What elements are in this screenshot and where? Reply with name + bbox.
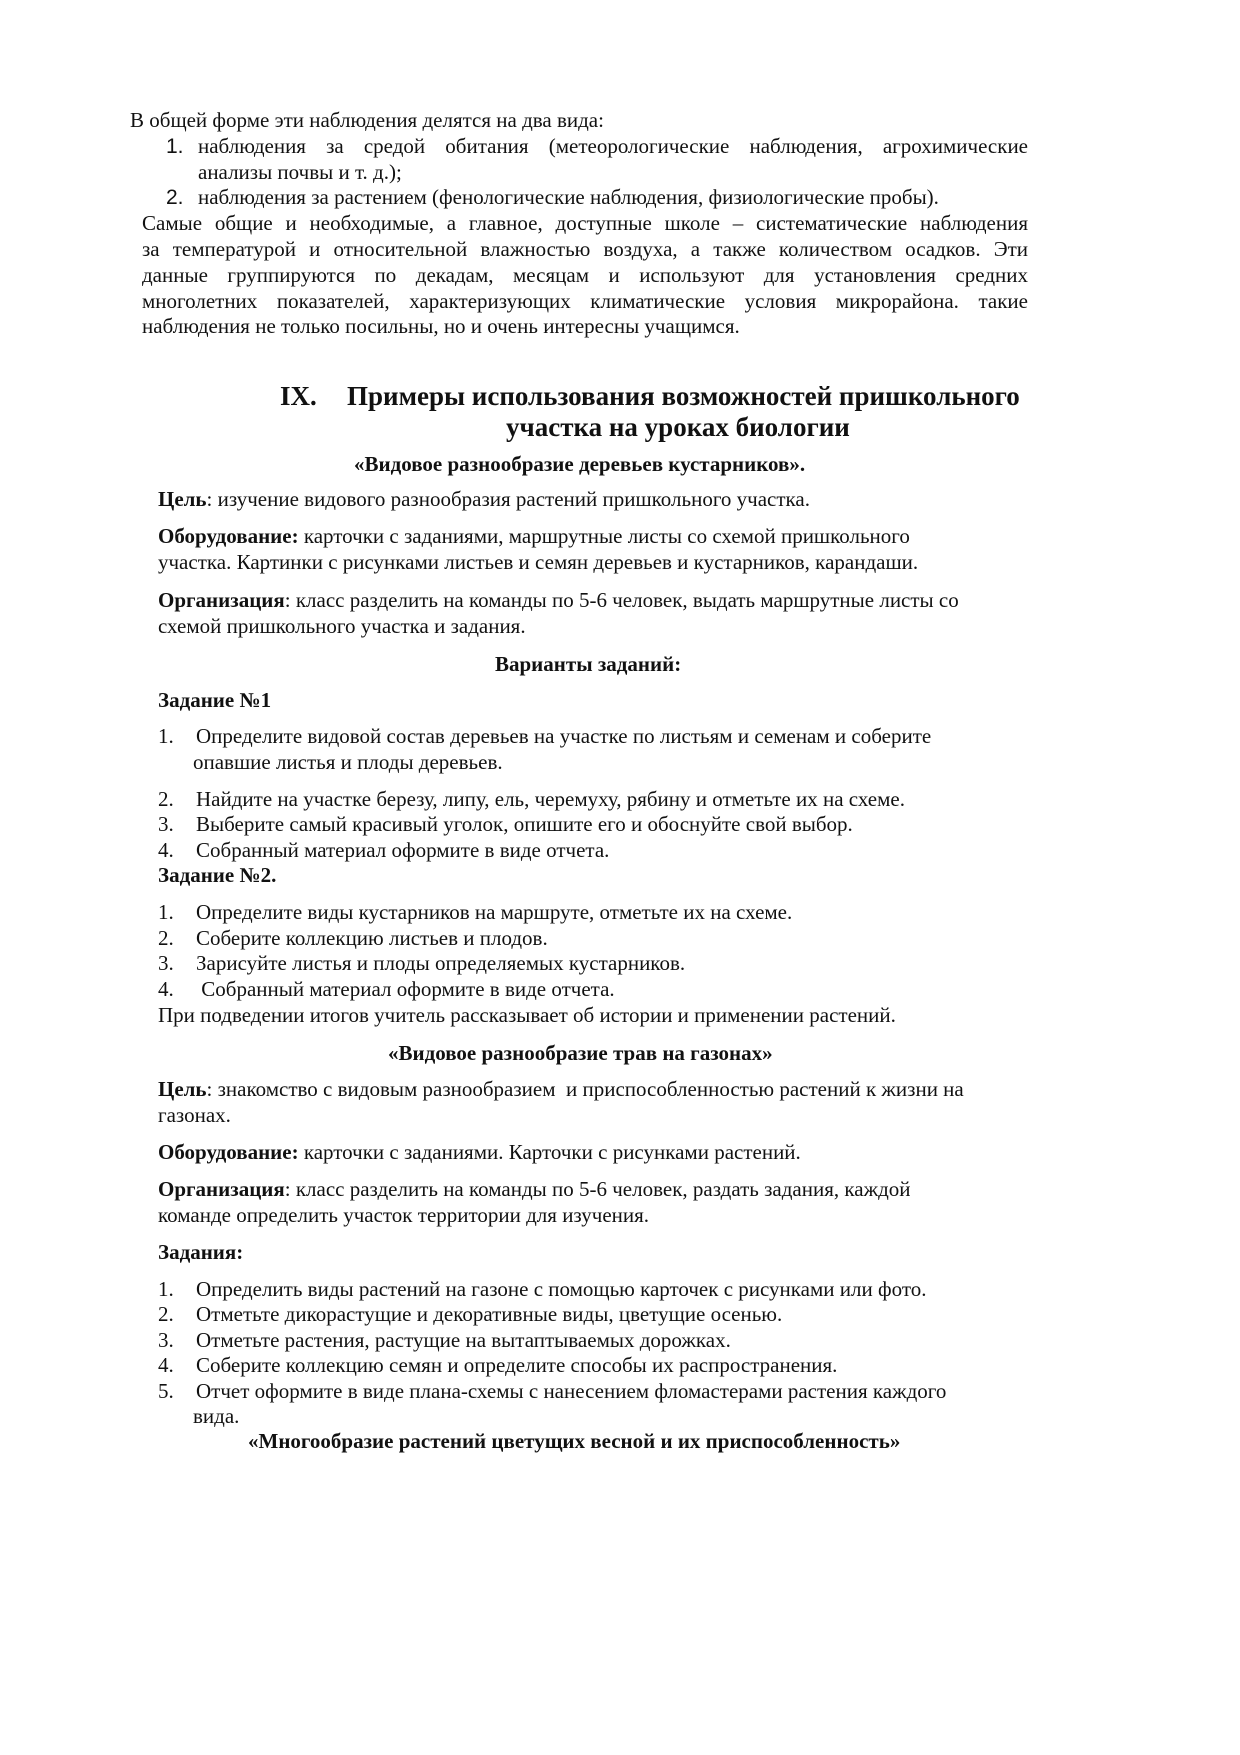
- goal-text: : знакомство с видовым разнообразием и приспособленностью растений к жизни на: [206, 1077, 964, 1101]
- task-text: Определить виды растений на газоне с помощью карточек с рисунками или фото.: [196, 1277, 927, 1301]
- task-text: Отметьте растения, растущие на вытаптываемых дорожках.: [196, 1328, 731, 1352]
- list-number: 2.: [158, 1302, 174, 1326]
- task-text: Соберите коллекцию семян и определите способы их распространения.: [196, 1353, 838, 1377]
- task-text: Собранный материал оформите в виде отчета.: [196, 838, 610, 862]
- paragraph-line: за температурой и относительной влажностью воздуха, а также количеством осадков. Эти: [142, 237, 1028, 261]
- summary-text: При подведении итогов учитель рассказывает об истории и применении растений.: [158, 1003, 896, 1027]
- paragraph-line: многолетних показателей, характеризующих климатические условия микрорайона. такие: [142, 289, 1028, 313]
- lesson-title: «Видовое разнообразие деревьев кустарников».: [354, 452, 806, 476]
- goal-text: : изучение видового разнообразия растений пришкольного участка.: [206, 487, 810, 511]
- list-number: 1.: [158, 1277, 174, 1301]
- organization-label: Организация: [158, 588, 285, 612]
- organization-paragraph: [158, 588, 959, 613]
- paragraph-line: наблюдения не только посильны, но и очень интересны учащимся.: [142, 314, 740, 338]
- task-item: [158, 951, 685, 976]
- task-item: [158, 724, 931, 749]
- list-number: 3.: [158, 1328, 174, 1352]
- lesson-title: «Видовое разнообразие трав на газонах»: [388, 1041, 773, 1065]
- list-number: 2.: [158, 926, 174, 950]
- organization-text: : класс разделить на команды по 5-6 человек, раздать задания, каждой: [284, 1177, 911, 1201]
- list-item-line: наблюдения за средой обитания (метеорологические наблюдения, агрохимические: [198, 134, 1028, 158]
- organization-paragraph: [158, 1177, 911, 1202]
- goal-label: Цель: [158, 1077, 207, 1101]
- equipment-label: Оборудование:: [158, 1140, 299, 1164]
- list-number: 3.: [158, 812, 174, 836]
- goal-label: Цель: [158, 487, 207, 511]
- task-item: [158, 1379, 946, 1404]
- task-text: Соберите коллекцию листьев и плодов.: [196, 926, 548, 950]
- task-item: [158, 1302, 782, 1327]
- equipment-text: карточки с заданиями. Карточки с рисунками растений.: [298, 1140, 801, 1164]
- section-title-line1: Примеры использования возможностей пришкольного: [347, 381, 1020, 411]
- equipment-text: карточки с заданиями, маршрутные листы со схемой пришкольного: [298, 524, 910, 548]
- equipment-label: Оборудование:: [158, 524, 299, 548]
- list-number: 1.: [158, 900, 174, 924]
- organization-line2: схемой пришкольного участка и задания.: [158, 614, 526, 638]
- list-item-line: анализы почвы и т. д.);: [198, 160, 402, 184]
- list-number: 5.: [158, 1379, 174, 1403]
- organization-line2: команде определить участок территории для изучения.: [158, 1203, 650, 1227]
- paragraph-line: данные группируются по декадам, месяцам и используют для установления средних: [142, 263, 1028, 287]
- list-number: 2.: [166, 186, 184, 209]
- task-item: [158, 838, 609, 863]
- task-text: Найдите на участке березу, липу, ель, черемуху, рябину и отметьте их на схеме.: [196, 787, 905, 811]
- organization-text: : класс разделить на команды по 5-6 человек, выдать маршрутные листы со: [284, 588, 959, 612]
- task-text-line2: опавшие листья и плоды деревьев.: [193, 750, 503, 774]
- list-number: 4.: [158, 838, 174, 862]
- section-title-line2: участка на уроках биологии: [506, 412, 850, 442]
- equipment-line2: участка. Картинки с рисунками листьев и семян деревьев и кустарников, карандаши.: [158, 550, 919, 574]
- list-number: 2.: [158, 787, 174, 811]
- list-number: 3.: [158, 951, 174, 975]
- lesson-title: «Многообразие растений цветущих весной и их приспособленность»: [248, 1429, 901, 1453]
- task1-title: Задание №1: [158, 688, 272, 712]
- list-item-line: наблюдения за растением (фенологические наблюдения, физиологические пробы).: [198, 185, 939, 209]
- goal-line2: газонах.: [158, 1103, 231, 1127]
- task-item: [158, 926, 548, 951]
- organization-label: Организация: [158, 1177, 285, 1201]
- task-text: Собранный материал оформите в виде отчета.: [196, 977, 615, 1001]
- task-text-line2: вида.: [193, 1404, 240, 1428]
- task-text: Выберите самый красивый уголок, опишите его и обоснуйте свой выбор.: [196, 812, 853, 836]
- task-item: [158, 977, 615, 1002]
- task-item: [158, 812, 853, 837]
- task-text: Отметьте дикорастущие и декоративные виды, цветущие осенью.: [196, 1302, 783, 1326]
- list-number: 4.: [158, 1353, 174, 1377]
- task-item: [158, 1277, 926, 1302]
- task-item: [158, 1328, 731, 1353]
- list-number: 4.: [158, 977, 174, 1001]
- task-text: Определите виды кустарников на маршруте, отметьте их на схеме.: [196, 900, 793, 924]
- list-number: 1.: [166, 135, 184, 158]
- task-item: [158, 1353, 837, 1378]
- section-number: IX.: [280, 381, 317, 411]
- equipment-paragraph: [158, 524, 910, 549]
- equipment-paragraph: [158, 1140, 801, 1165]
- list-number: 1.: [158, 724, 174, 748]
- goal-paragraph: [158, 1077, 964, 1102]
- task-text: Определите видовой состав деревьев на участке по листьям и семенам и соберите: [196, 724, 932, 748]
- task-text: Отчет оформите в виде плана-схемы с нанесением фломастерами растения каждого: [196, 1379, 947, 1403]
- variants-title: Варианты заданий:: [495, 652, 682, 676]
- tasks-title: Задания:: [158, 1240, 244, 1264]
- paragraph-line: Самые общие и необходимые, а главное, доступные школе – систематические наблюдения: [142, 211, 1028, 235]
- task-item: [158, 787, 905, 812]
- goal-paragraph: [158, 487, 810, 512]
- task-item: [158, 900, 792, 925]
- intro-lead: В общей форме эти наблюдения делятся на два вида:: [130, 108, 604, 132]
- task2-title: Задание №2.: [158, 863, 277, 887]
- task-text: Зарисуйте листья и плоды определяемых кустарников.: [196, 951, 686, 975]
